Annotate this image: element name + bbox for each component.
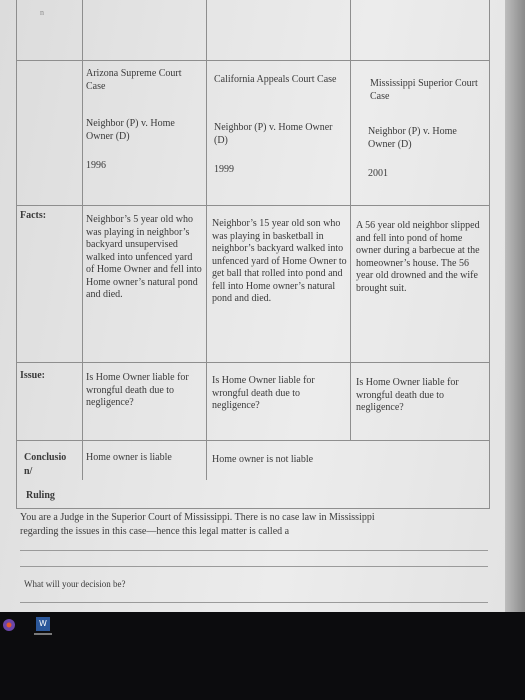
table-border-left	[16, 0, 17, 509]
conclusion-arizona: Home owner is liable	[86, 452, 172, 463]
year-mississippi: 2001	[368, 168, 388, 179]
conclusion-label-line2: n/	[24, 466, 33, 477]
taskbar	[0, 612, 525, 700]
issue-label: Issue:	[20, 370, 46, 381]
header-mississippi: Mississippi Superior Court Case	[370, 78, 478, 102]
issue-mississippi: Is Home Owner liable for wrongful death due to negligence?	[356, 377, 459, 413]
table-rule-facts-bottom	[16, 362, 490, 363]
table-rule-facts-top	[16, 205, 490, 206]
issue-california: Is Home Owner liable for wrongful death due to negligence?	[212, 375, 315, 411]
answer-blank-line-2	[20, 566, 488, 567]
table-divider-3	[350, 0, 351, 440]
facts-arizona: Neighbor’s 5 year old who was playing in neighbor’s backyard unsupervised walked into unfenced yard of Home Owner and fell into Home owner’s natural pond and died.	[86, 214, 202, 300]
table-divider-1	[82, 0, 83, 480]
table-border-right	[489, 0, 490, 509]
year-california: 1999	[214, 164, 234, 175]
facts-california: Neighbor’s 15 year old son who was playing in basketball in neighbor’s backyard walked into unfenced yard of Home Owner to get ball that rolled into pond and fell into Home owner’s natural pond and died.	[212, 218, 347, 304]
parties-arizona: Neighbor (P) v. Home Owner (D)	[86, 118, 175, 142]
issue-arizona: Is Home Owner liable for wrongful death due to negligence?	[86, 372, 189, 408]
table-rule-issue-bottom	[16, 440, 490, 441]
active-app-indicator	[34, 633, 52, 635]
header-california: California Appeals Court Case	[214, 74, 337, 85]
conclusion-california: Home owner is not liable	[212, 454, 314, 465]
parties-mississippi: Neighbor (P) v. Home Owner (D)	[368, 126, 457, 150]
table-divider-2	[206, 0, 207, 480]
facts-mississippi: A 56 year old neighbor slipped and fell into pond of home owner during a barbecue at the homeowner’s house. The 56 year old drowned and the wife brought suit.	[356, 220, 480, 294]
prompt-line-1: You are a Judge in the Superior Court of Mississippi. There is no case law in Mississippi	[20, 512, 375, 523]
year-arizona: 1996	[86, 160, 106, 171]
parties-california: Neighbor (P) v. Home Owner (D)	[214, 122, 333, 146]
browser-icon[interactable]	[2, 618, 16, 632]
table-rule-top	[16, 60, 490, 61]
header-arizona: Arizona Supreme Court Case	[86, 68, 182, 92]
answer-blank-line-1	[20, 550, 488, 551]
page-edge-shadow	[505, 0, 525, 612]
table-rule-bottom	[16, 508, 490, 509]
word-app-icon[interactable]: W	[36, 617, 50, 631]
conclusion-label-line1: Conclusio	[24, 452, 67, 463]
ruling-label: Ruling	[26, 490, 55, 501]
decision-question: What will your decision be?	[24, 579, 126, 589]
prompt-line-2: regarding the issues in this case—hence this legal matter is called a	[20, 526, 290, 537]
page-number: n	[40, 8, 44, 17]
decision-blank-line	[20, 602, 488, 603]
facts-label: Facts:	[20, 210, 47, 221]
